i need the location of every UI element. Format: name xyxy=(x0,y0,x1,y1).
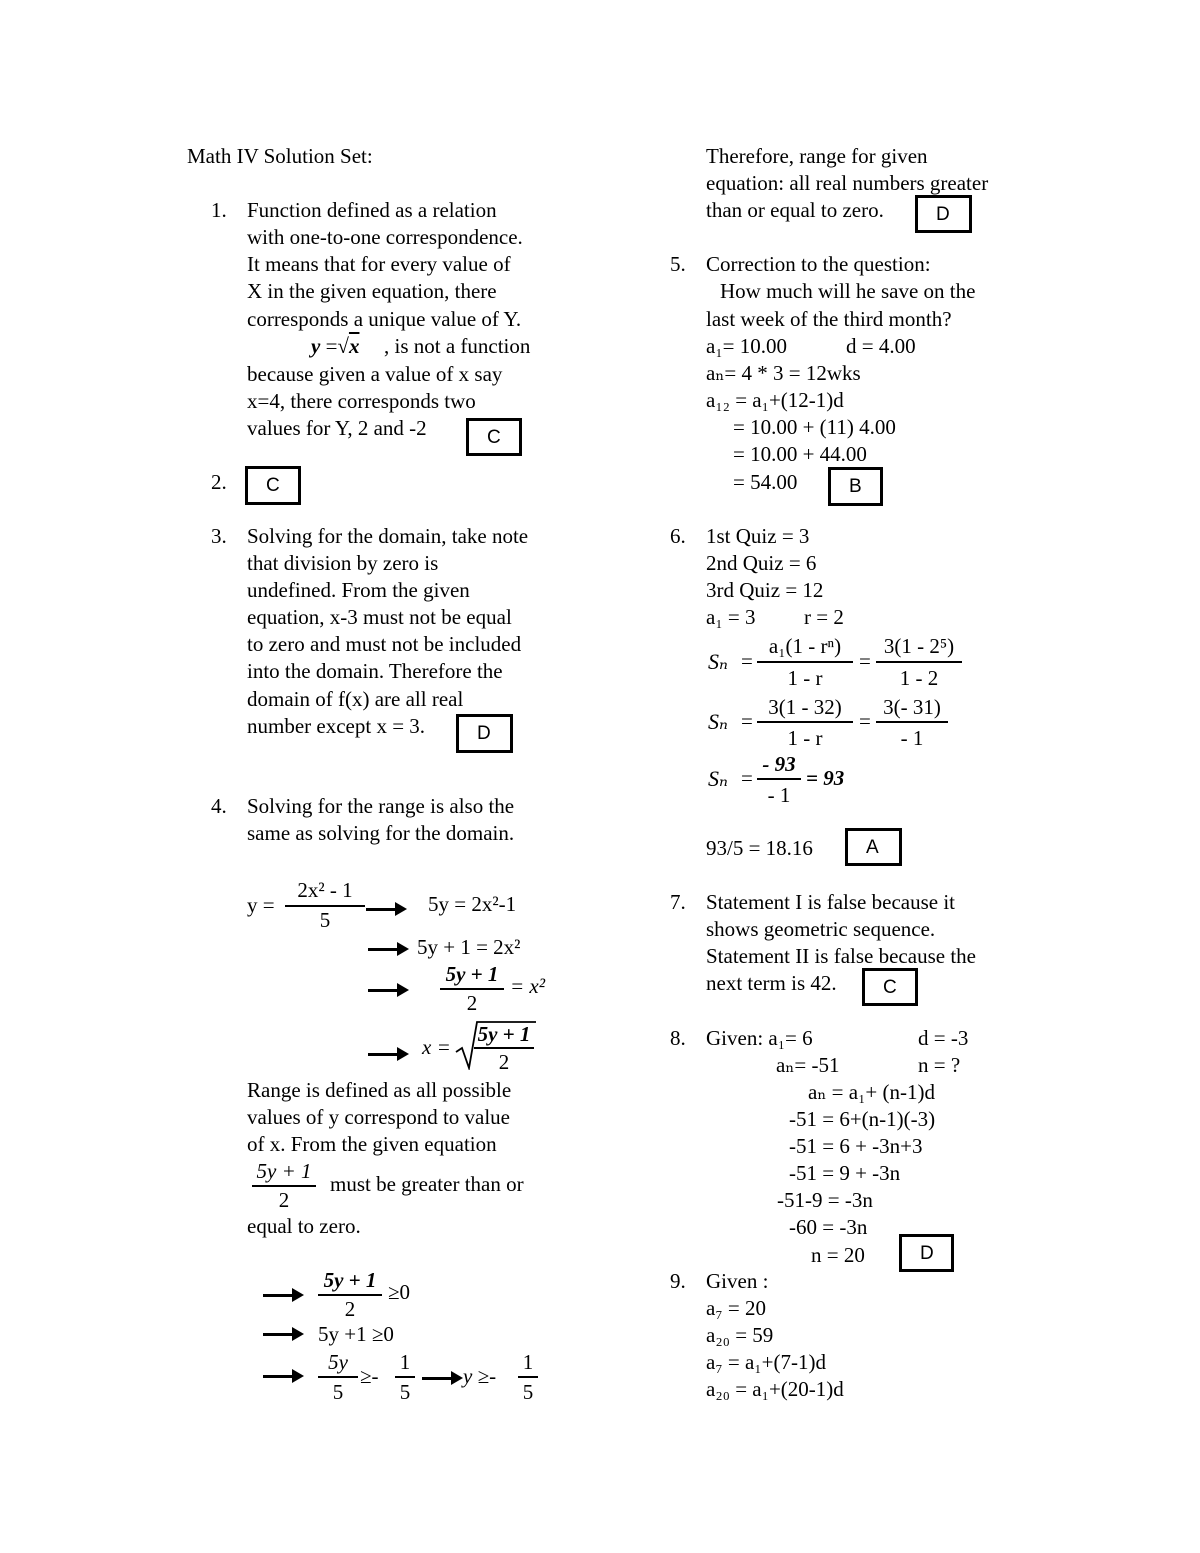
q6-f4-num: 3(- 31) xyxy=(883,695,941,719)
q4-step2: 5y + 1 = 2x² xyxy=(417,935,521,959)
q6-f5-rhs: = 93 xyxy=(806,766,845,790)
q4-number: 4. xyxy=(211,794,227,818)
q6-quiz3: 3rd Quiz = 12 xyxy=(706,578,824,602)
q4-answer-box: D xyxy=(915,195,972,233)
page-title: Math IV Solution Set: xyxy=(187,144,373,168)
q4-frac2-num: 5y + 1 xyxy=(445,962,499,986)
right-arrow-icon xyxy=(263,1333,295,1336)
q6-answer-box: A xyxy=(845,828,902,866)
q4-range-rest: must be greater than or xyxy=(330,1172,524,1196)
q4-range-line: Range is defined as all possible xyxy=(247,1078,512,1102)
q1-line: because given a value of x say xyxy=(247,362,503,386)
q6-sn: Sₙ xyxy=(708,649,728,674)
q8-d: d = -3 xyxy=(918,1026,969,1050)
q9-eq2: a₂₀ = a₁+(20-1)d xyxy=(706,1377,844,1401)
q8-answer-box: D xyxy=(899,1234,954,1272)
q4-ineq4-num: 1 xyxy=(522,1350,534,1374)
q5-a1: a₁= 10.00 xyxy=(706,334,787,358)
q6-f1-num: a₁(1 - rⁿ) xyxy=(768,634,842,658)
q4-frac2-den: 2 xyxy=(466,991,478,1015)
q6-eq: = xyxy=(741,649,753,673)
q4-line: Solving for the range is also the xyxy=(247,794,515,818)
q1-number: 1. xyxy=(211,198,227,222)
fraction-bar xyxy=(757,721,853,723)
q4-step1: 5y = 2x²-1 xyxy=(428,892,517,916)
q8-step: -51-9 = -3n xyxy=(777,1188,873,1212)
q4-ineq1-den: 2 xyxy=(344,1297,356,1321)
fraction-bar xyxy=(252,1185,316,1187)
q9-a7: a₇ = 20 xyxy=(706,1296,766,1320)
fraction-bar xyxy=(395,1376,415,1378)
q1-line: X in the given equation, there xyxy=(247,279,497,303)
q4-frac4-num: 5y + 1 xyxy=(256,1159,312,1183)
q6-f2-den: 1 - 2 xyxy=(899,666,939,690)
q7-line: next term is 42. xyxy=(706,971,837,995)
q1-line: x=4, there corresponds two xyxy=(247,389,476,413)
q6-eq: = xyxy=(859,709,871,733)
fraction-bar xyxy=(285,905,365,907)
q4-cont-line: Therefore, range for given xyxy=(706,144,928,168)
q5-step: = 54.00 xyxy=(733,470,798,494)
q8-n: n = ? xyxy=(918,1053,961,1077)
right-arrow-icon xyxy=(263,1375,295,1378)
q6-f4-den: - 1 xyxy=(900,726,924,750)
q6-f2-num: 3(1 - 2⁵) xyxy=(883,634,955,658)
q2-answer-box: C xyxy=(245,466,301,505)
fraction-bar xyxy=(757,778,801,780)
q5-number: 5. xyxy=(670,252,686,276)
fraction-bar xyxy=(318,1376,358,1378)
right-arrow-icon xyxy=(263,1294,295,1297)
right-arrow-icon xyxy=(368,1053,400,1056)
q3-line: domain of f(x) are all real xyxy=(247,687,464,711)
q6-f5-den: - 1 xyxy=(767,783,791,807)
q4-step3-rhs: = x² xyxy=(510,974,546,998)
q1-line: Function defined as a relation xyxy=(247,198,497,222)
fraction-bar xyxy=(518,1376,538,1378)
q3-line: to zero and must not be included xyxy=(247,632,522,656)
q4-ineq3-num: 5y xyxy=(328,1350,348,1374)
q5-step: = 10.00 + 44.00 xyxy=(733,442,867,466)
right-arrow-icon xyxy=(368,989,400,992)
fraction-bar xyxy=(318,1294,382,1296)
q6-quiz2: 2nd Quiz = 6 xyxy=(706,551,817,575)
q3-answer-box: D xyxy=(456,714,513,753)
q4-y-equals: y = xyxy=(247,893,275,917)
q4-ineq4-lhs: y ≥- xyxy=(463,1364,497,1388)
q4-step4-lhs: x = xyxy=(422,1035,451,1059)
q8-given: Given: a₁= 6 xyxy=(706,1026,813,1050)
q8-step: -51 = 6+(n-1)(-3) xyxy=(789,1107,936,1131)
q5-step: = 10.00 + (11) 4.00 xyxy=(733,415,896,439)
q4-range-line: of x. From the given equation xyxy=(247,1132,497,1156)
q8-an: aₙ= -51 xyxy=(776,1053,840,1077)
fraction-bar xyxy=(876,661,962,663)
fraction-bar xyxy=(440,988,504,990)
q4-ineq4-den: 5 xyxy=(522,1380,534,1404)
q4-ineq3-num2: 1 xyxy=(399,1350,411,1374)
q3-line: undefined. From the given xyxy=(247,578,470,602)
q6-f5-num: - 93 xyxy=(762,752,796,776)
q9-eq1: a₇ = a₁+(7-1)d xyxy=(706,1350,826,1374)
q7-number: 7. xyxy=(670,890,686,914)
q4-ineq3-den2: 5 xyxy=(399,1380,411,1404)
q4-range-end: equal to zero. xyxy=(247,1214,361,1238)
q5-a12: a₁₂ = a₁+(12-1)d xyxy=(706,388,844,412)
fraction-bar xyxy=(876,721,948,723)
q6-sn: Sₙ xyxy=(708,766,728,791)
q7-line: Statement I is false because it xyxy=(706,890,955,914)
q5-an: aₙ= 4 * 3 = 12wks xyxy=(706,361,861,385)
q7-answer-box: C xyxy=(862,968,918,1006)
q1-line: It means that for every value of xyxy=(247,252,511,276)
q8-step: n = 20 xyxy=(811,1243,865,1267)
q1-line: with one-to-one correspondence. xyxy=(247,225,523,249)
q4-frac3-num: 5y + 1 xyxy=(477,1022,531,1046)
q6-eq: = xyxy=(741,709,753,733)
q9-number: 9. xyxy=(670,1269,686,1293)
q4-range-line: values of y correspond to value xyxy=(247,1105,511,1129)
q6-number: 6. xyxy=(670,524,686,548)
q6-r: r = 2 xyxy=(804,605,844,629)
q6-a1: a₁ = 3 xyxy=(706,605,756,629)
q4-cont-line: than or equal to zero. xyxy=(706,198,884,222)
q5-line: Correction to the question: xyxy=(706,252,931,276)
q4-frac3-den: 2 xyxy=(498,1050,510,1074)
q4-frac1-den: 5 xyxy=(319,908,331,932)
q4-frac4-den: 2 xyxy=(278,1188,290,1212)
q4-ineq1-rhs: ≥0 xyxy=(388,1280,411,1304)
q6-eq: = xyxy=(859,649,871,673)
right-arrow-icon xyxy=(422,1377,454,1380)
q8-step: -60 = -3n xyxy=(789,1215,868,1239)
right-arrow-icon xyxy=(366,908,398,911)
q8-step: -51 = 6 + -3n+3 xyxy=(789,1134,923,1158)
fraction-bar xyxy=(474,1047,534,1049)
q1-answer-box: C xyxy=(466,418,522,456)
q6-quiz1: 1st Quiz = 3 xyxy=(706,524,810,548)
q4-ineq1-num: 5y + 1 xyxy=(323,1268,377,1292)
q3-line: that division by zero is xyxy=(247,551,439,575)
q1-line: values for Y, 2 and -2 xyxy=(247,416,427,440)
q3-line: equation, x-3 must not be equal xyxy=(247,605,512,629)
q4-frac1-num: 2x² - 1 xyxy=(297,878,353,902)
q9-a20: a₂₀ = 59 xyxy=(706,1323,774,1347)
q7-line: Statement II is false because the xyxy=(706,944,976,968)
q6-f3-num: 3(1 - 32) xyxy=(768,695,842,719)
q5-d: d = 4.00 xyxy=(846,334,916,358)
q2-number: 2. xyxy=(211,470,227,494)
q9-given: Given : xyxy=(706,1269,769,1293)
q1-equation: y =√x xyxy=(311,334,360,358)
q6-f1-den: 1 - r xyxy=(787,666,823,690)
right-arrow-icon xyxy=(368,948,400,951)
q5-answer-box: B xyxy=(828,467,883,506)
q3-number: 3. xyxy=(211,524,227,548)
q6-f3-den: 1 - r xyxy=(787,726,823,750)
q8-step: aₙ = a₁+ (n-1)d xyxy=(808,1080,935,1104)
q3-line: number except x = 3. xyxy=(247,714,426,738)
q6-eq: = xyxy=(741,766,753,790)
q1-eq-rest: , is not a function xyxy=(384,334,531,358)
q8-number: 8. xyxy=(670,1026,686,1050)
q4-ineq2: 5y +1 ≥0 xyxy=(318,1322,394,1346)
q5-line: last week of the third month? xyxy=(706,307,952,331)
q4-cont-line: equation: all real numbers greater xyxy=(706,171,989,195)
q6-average: 93/5 = 18.16 xyxy=(706,836,813,860)
q6-sn: Sₙ xyxy=(708,709,728,734)
q3-line: into the domain. Therefore the xyxy=(247,659,503,683)
q4-line: same as solving for the domain. xyxy=(247,821,515,845)
q3-line: Solving for the domain, take note xyxy=(247,524,529,548)
fraction-bar xyxy=(757,661,853,663)
q8-step: -51 = 9 + -3n xyxy=(789,1161,901,1185)
q7-line: shows geometric sequence. xyxy=(706,917,936,941)
q4-ineq3-mid: ≥- xyxy=(360,1364,379,1388)
q1-line: corresponds a unique value of Y. xyxy=(247,307,522,331)
q4-ineq3-den: 5 xyxy=(332,1380,344,1404)
q5-line: How much will he save on the xyxy=(720,279,976,303)
